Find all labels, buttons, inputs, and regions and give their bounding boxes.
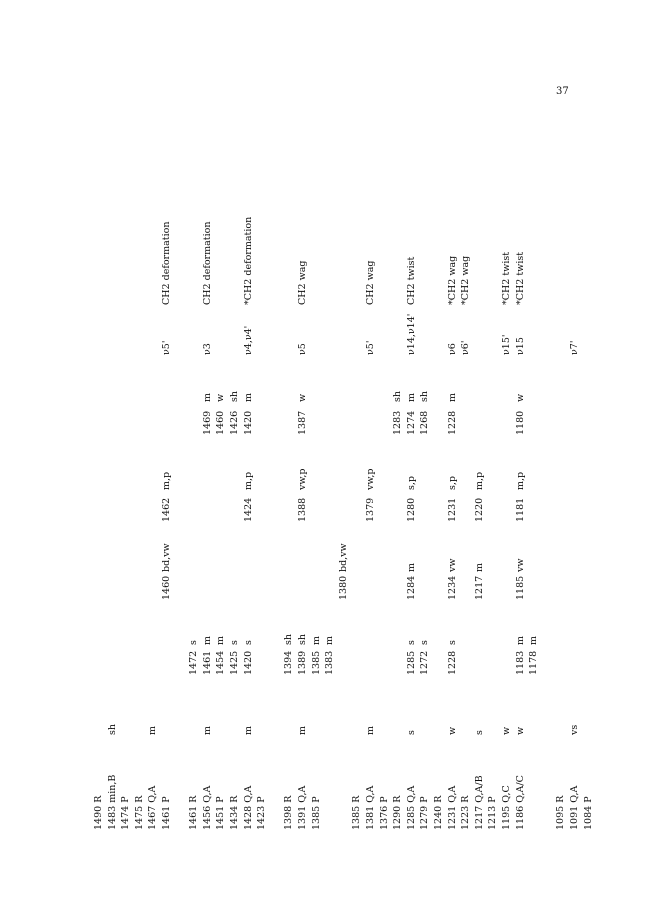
table-cell: m bbox=[405, 392, 417, 402]
table-cell: ν6 bbox=[446, 343, 458, 355]
table-cell: 1228 bbox=[446, 650, 458, 675]
table-cell: 1185 bbox=[514, 575, 526, 600]
table-cell: bd,vw bbox=[337, 543, 349, 572]
table-cell: ν15' bbox=[501, 334, 512, 355]
table-cell: m bbox=[446, 392, 458, 402]
table-cell: bd,vw bbox=[161, 543, 172, 572]
table-cell: 1474 P bbox=[120, 796, 132, 830]
table-cell: 1383 bbox=[324, 650, 336, 675]
table-cell: s bbox=[242, 640, 254, 645]
table-cell: 1084 P bbox=[582, 796, 594, 830]
table-cell: m bbox=[215, 635, 227, 645]
table-cell: 1426 bbox=[229, 410, 240, 435]
table-cell: 1460 bbox=[215, 410, 227, 435]
table-cell: *CH2 twist bbox=[514, 251, 526, 305]
table-cell: 1217 Q,A/B bbox=[473, 775, 485, 830]
table-cell: 1461 bbox=[201, 650, 213, 675]
table-cell: m bbox=[242, 392, 254, 402]
table-cell: 1391 Q,A bbox=[297, 785, 308, 830]
table-cell: 1388 bbox=[297, 497, 308, 522]
table-cell: 1398 R bbox=[283, 795, 295, 830]
table-cell: 1220 bbox=[473, 497, 485, 522]
table-cell: 1195 Q,C bbox=[501, 785, 512, 830]
table-cell: *CH2 wag bbox=[446, 255, 458, 305]
table-cell: ν7' bbox=[569, 340, 580, 355]
table-cell: s bbox=[405, 730, 417, 735]
table-cell: m bbox=[514, 635, 526, 645]
table-cell: 1423 P bbox=[256, 796, 268, 830]
table-cell: 1285 bbox=[405, 650, 417, 675]
table-cell: sh bbox=[392, 391, 404, 402]
table-cell: 1217 bbox=[473, 575, 485, 600]
table-cell: 1180 bbox=[514, 410, 526, 435]
table-cell: 1268 bbox=[419, 410, 431, 435]
table-cell: m bbox=[324, 635, 336, 645]
table-cell: vw bbox=[514, 558, 526, 572]
table-cell: ν3 bbox=[201, 343, 213, 355]
table-cell: 1280 bbox=[405, 497, 417, 522]
table-cell: 1394 bbox=[283, 650, 295, 675]
table-cell: w bbox=[297, 393, 308, 402]
table-cell: m bbox=[297, 725, 308, 735]
table-cell: 1274 bbox=[405, 410, 417, 435]
table-cell: ν6' bbox=[460, 340, 472, 355]
table-cell: 1285 Q,A bbox=[405, 785, 417, 830]
table-cell: sh bbox=[283, 634, 295, 645]
table-cell: 1456 Q,A bbox=[201, 785, 213, 830]
table-cell: 1451 P bbox=[215, 796, 227, 830]
table-cell: 1387 bbox=[297, 410, 308, 435]
table-cell: s bbox=[473, 730, 485, 735]
table-cell: *CH2 wag bbox=[460, 255, 472, 305]
table-cell: s bbox=[188, 640, 200, 645]
table-cell: w bbox=[501, 726, 512, 735]
table-cell: m bbox=[201, 725, 213, 735]
table-cell: vw bbox=[446, 558, 458, 572]
table-cell: CH2 twist bbox=[405, 256, 417, 305]
table-cell: s,p bbox=[446, 476, 458, 490]
table-cell: CH2 deformation bbox=[201, 221, 213, 305]
table-cell: s bbox=[419, 640, 431, 645]
table-cell: sh bbox=[106, 724, 118, 735]
table-cell: sh bbox=[297, 634, 308, 645]
table-cell: 1186 Q,A/C bbox=[514, 775, 526, 830]
table-cell: 1469 bbox=[201, 410, 213, 435]
table-cell: m bbox=[201, 392, 213, 402]
table-cell: s,p bbox=[405, 476, 417, 490]
table-cell: CH2 wag bbox=[365, 260, 376, 305]
page-number: 37 bbox=[556, 86, 569, 97]
table-cell: 1381 Q,A bbox=[365, 785, 376, 830]
table-cell: 1420 bbox=[242, 650, 254, 675]
table-cell: s bbox=[405, 640, 417, 645]
table-cell: m bbox=[147, 725, 159, 735]
table-cell: 1454 bbox=[215, 650, 227, 675]
table-cell: 1231 bbox=[446, 497, 458, 522]
table-cell: 1181 bbox=[514, 497, 526, 522]
table-cell: w bbox=[446, 726, 458, 735]
table-cell: ν5' bbox=[161, 340, 172, 355]
table-cell: 1467 Q,A bbox=[147, 785, 159, 830]
table-cell: CH2 wag bbox=[297, 260, 308, 305]
table-cell: 1091 Q,A bbox=[569, 785, 580, 830]
table-cell: s bbox=[446, 640, 458, 645]
table-cell: 1234 bbox=[446, 575, 458, 600]
table-cell: 1279 P bbox=[419, 796, 431, 830]
table-cell: *CH2 deformation bbox=[242, 216, 254, 305]
table-cell: 1228 bbox=[446, 410, 458, 435]
table-cell: 1385 bbox=[310, 650, 322, 675]
table-cell: 1380 bbox=[337, 575, 349, 600]
table-cell: w bbox=[514, 726, 526, 735]
table-cell: 1240 R bbox=[433, 795, 444, 830]
table-cell: ν5 bbox=[297, 343, 308, 355]
table-cell: m,p bbox=[242, 471, 254, 490]
table-cell: 1231 Q,A bbox=[446, 785, 458, 830]
table-cell: ν5' bbox=[365, 340, 376, 355]
table-cell: w bbox=[514, 393, 526, 402]
table-cell: m bbox=[201, 635, 213, 645]
table-cell: m bbox=[473, 562, 485, 572]
table-cell: 1424 bbox=[242, 497, 254, 522]
table-cell: s bbox=[229, 640, 240, 645]
table-cell: 1272 bbox=[419, 650, 431, 675]
table-cell: ν15 bbox=[514, 337, 526, 355]
table-cell: 1420 bbox=[242, 410, 254, 435]
table-cell: 1462 bbox=[161, 497, 172, 522]
table-cell: w bbox=[215, 393, 227, 402]
table-cell: 1183 bbox=[514, 650, 526, 675]
table-cell: sh bbox=[229, 391, 240, 402]
table-cell: 1385 P bbox=[310, 796, 322, 830]
table-cell: ν4,ν4' bbox=[242, 325, 254, 355]
table-cell: 1095 R bbox=[555, 795, 567, 830]
table-cell: 1385 R bbox=[351, 795, 363, 830]
table-cell: m bbox=[310, 635, 322, 645]
table-cell: 1178 bbox=[528, 650, 540, 675]
table-cell: vw,p bbox=[297, 468, 308, 490]
table-cell: 1284 bbox=[405, 575, 417, 600]
table-cell: m bbox=[365, 725, 376, 735]
table-cell: m bbox=[528, 635, 540, 645]
table-cell: 1376 P bbox=[378, 796, 390, 830]
table-cell: 1490 R bbox=[93, 795, 104, 830]
table-cell: vs bbox=[569, 724, 580, 735]
table-cell: m,p bbox=[161, 471, 172, 490]
table-cell: ν14,ν14' bbox=[405, 313, 417, 355]
table-cell: m,p bbox=[514, 471, 526, 490]
table-cell: 1223 R bbox=[460, 795, 472, 830]
table-cell: CH2 deformation bbox=[161, 221, 172, 305]
table-cell: 1428 Q,A bbox=[242, 785, 254, 830]
table-cell: 1434 R bbox=[229, 795, 240, 830]
table-cell: 1472 bbox=[188, 650, 200, 675]
table-cell: 1290 R bbox=[392, 795, 404, 830]
table-cell: 1475 R bbox=[133, 795, 145, 830]
table-cell: *CH2 twist bbox=[501, 251, 512, 305]
table-cell: vw,p bbox=[365, 468, 376, 490]
table-cell: 1389 bbox=[297, 650, 308, 675]
table-cell: 1425 bbox=[229, 650, 240, 675]
table-cell: m,p bbox=[473, 471, 485, 490]
table-cell: 1460 bbox=[161, 575, 172, 600]
table-cell: 1483 min,B bbox=[106, 774, 118, 830]
rotated-spectral-table bbox=[93, 170, 594, 830]
table-cell: m bbox=[405, 562, 417, 572]
table-cell: 1461 R bbox=[188, 795, 200, 830]
table-cell: 1283 bbox=[392, 410, 404, 435]
table-cell: 1461 P bbox=[161, 796, 172, 830]
table-cell: 1379 bbox=[365, 497, 376, 522]
table-cell: m bbox=[242, 725, 254, 735]
table-cell: sh bbox=[419, 391, 431, 402]
table-cell: 1213 P bbox=[487, 796, 499, 830]
